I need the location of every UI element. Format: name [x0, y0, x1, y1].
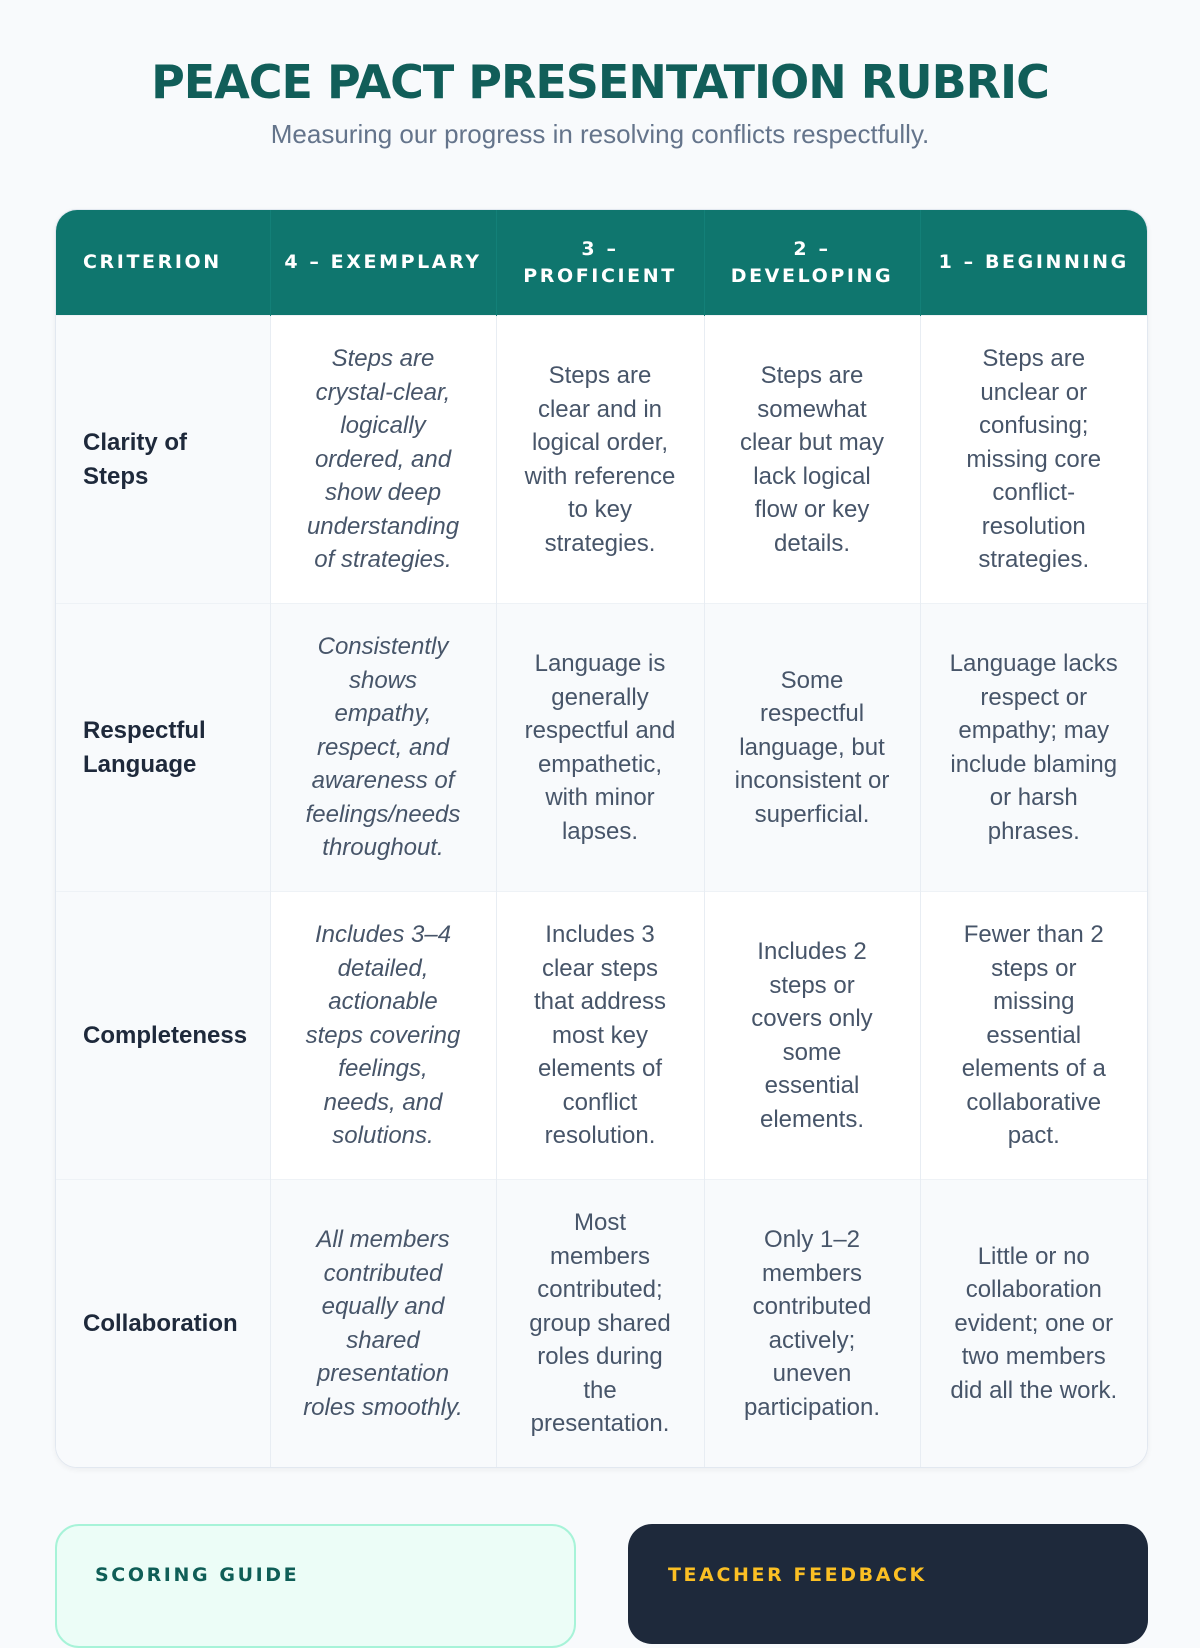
criterion-label: Respectful Language — [56, 604, 270, 892]
rubric-cell-developing: Steps are somewhat clear but may lack logical flow or key details. — [704, 316, 920, 604]
rubric-cell-developing: Includes 2 steps or covers only some essential elements. — [704, 892, 920, 1180]
teacher-feedback-title: TEACHER FEEDBACK — [668, 1564, 927, 1586]
rubric-cell-proficient: Language is generally respectful and empathetic, with minor lapses. — [496, 604, 704, 892]
rubric-row-respectful-language — [56, 604, 1147, 892]
rubric-cell-exemplary: Consistently shows empathy, respect, and awareness of feelings/needs throughout. — [270, 604, 496, 892]
column-header-criterion: CRITERION — [56, 210, 270, 316]
criterion-label: Completeness — [56, 892, 270, 1180]
criterion-label: Clarity of Steps — [56, 316, 270, 604]
teacher-feedback-card — [628, 1524, 1148, 1644]
column-header-beginning: 1 – BEGINNING — [920, 210, 1147, 316]
column-header-exemplary: 4 – EXEMPLARY — [270, 210, 496, 316]
rubric-cell-proficient: Includes 3 clear steps that address most key elements of conflict resolution. — [496, 892, 704, 1180]
scoring-guide-card — [55, 1524, 576, 1648]
rubric-row-collaboration — [56, 1180, 1147, 1468]
criterion-label: Collaboration — [56, 1180, 270, 1468]
rubric-cell-proficient: Steps are clear and in logical order, with reference to key strategies. — [496, 316, 704, 604]
column-header-developing: 2 – DEVELOPING — [704, 210, 920, 316]
rubric-cell-exemplary: Steps are crystal-clear, logically ordered, and show deep understanding of strategies. — [270, 316, 496, 604]
rubric-cell-beginning: Little or no collaboration evident; one or two members did all the work. — [920, 1180, 1147, 1468]
rubric-cell-proficient: Most members contributed; group shared roles during the presentation. — [496, 1180, 704, 1468]
rubric-cell-exemplary: All members contributed equally and shared presentation roles smoothly. — [270, 1180, 496, 1468]
rubric-cell-exemplary: Includes 3–4 detailed, actionable steps covering feelings, needs, and solutions. — [270, 892, 496, 1180]
page-title: PEACE PACT PRESENTATION RUBRIC — [151, 55, 1049, 109]
rubric-cell-developing: Only 1–2 members contributed actively; uneven participation. — [704, 1180, 920, 1468]
rubric-table — [55, 209, 1148, 1468]
column-header-proficient: 3 – PROFICIENT — [496, 210, 704, 316]
rubric-cell-beginning: Fewer than 2 steps or missing essential elements of a collaborative pact. — [920, 892, 1147, 1180]
rubric-header-row — [56, 210, 1147, 316]
rubric-row-completeness — [56, 892, 1147, 1180]
rubric-cell-developing: Some respectful language, but inconsistent or superficial. — [704, 604, 920, 892]
rubric-row-clarity — [56, 316, 1147, 604]
rubric-cell-beginning: Steps are unclear or confusing; missing core conflict-resolution strategies. — [920, 316, 1147, 604]
scoring-guide-title: SCORING GUIDE — [95, 1564, 300, 1586]
rubric-cell-beginning: Language lacks respect or empathy; may include blaming or harsh phrases. — [920, 604, 1147, 892]
page-subtitle: Measuring our progress in resolving conflicts respectfully. — [270, 119, 930, 149]
